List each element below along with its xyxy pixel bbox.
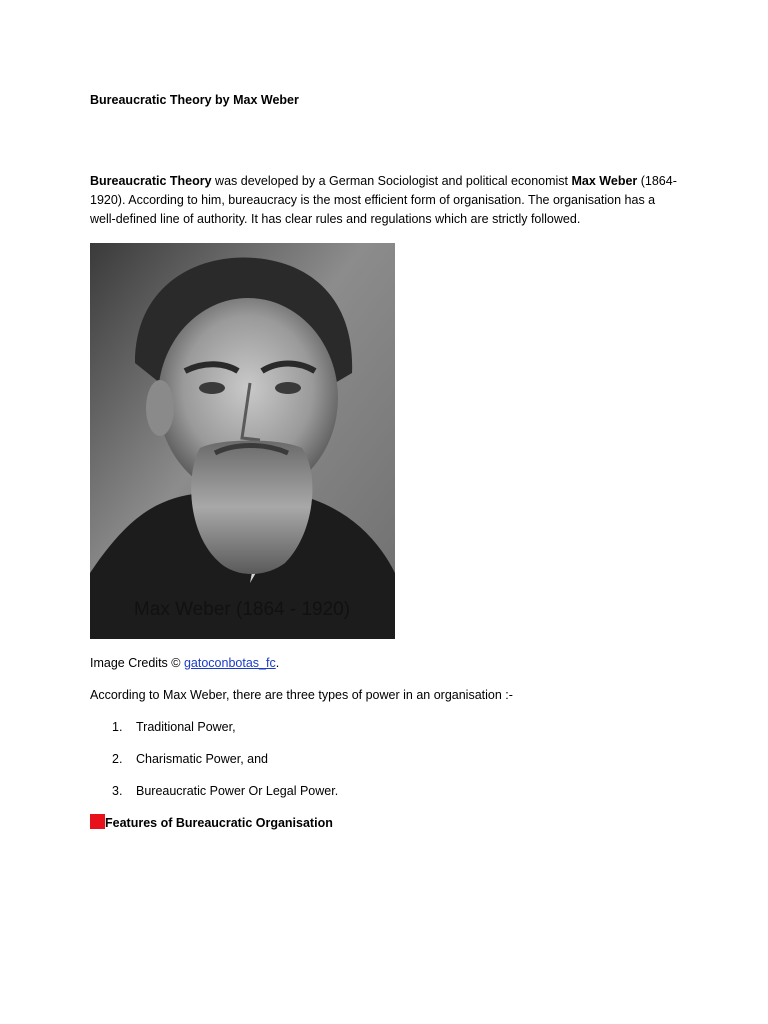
- list-item: [112, 718, 338, 750]
- features-heading: [90, 814, 333, 833]
- power-list: [112, 718, 338, 814]
- portrait-caption: Max Weber (1864 - 1920): [133, 599, 351, 620]
- list-item: [112, 750, 338, 782]
- list-item-number: 3.: [112, 784, 123, 798]
- list-item: [112, 782, 338, 814]
- intro-paragraph: [90, 172, 680, 229]
- credits-prefix: Image Credits ©: [90, 656, 184, 670]
- power-intro: According to Max Weber, there are three types of power in an organisation :-: [90, 688, 513, 702]
- features-heading-text: Features of Bureaucratic Organisation: [105, 816, 333, 830]
- credits-link[interactable]: gatoconbotas_fc: [183, 656, 276, 670]
- intro-term: Bureaucratic Theory: [90, 174, 212, 188]
- document-title: Bureaucratic Theory by Max Weber: [90, 93, 299, 107]
- list-item-number: 2.: [112, 752, 123, 766]
- credits-suffix: .: [275, 656, 280, 670]
- list-item-number: 1.: [112, 720, 123, 734]
- intro-text-1: was developed by a German Sociologist and political economist: [211, 174, 572, 188]
- portrait-image: [90, 243, 395, 639]
- intro-person: Max Weber: [571, 174, 638, 188]
- max-weber-portrait: [90, 243, 395, 639]
- intro-text-2: (1864-1920). According to him, bureaucracy is the most efficient form of organisation. The organisation has a well-defined line of authority. It has clear rules and regulations which are strictly followed.: [90, 174, 677, 226]
- red-marker-icon: [90, 814, 105, 829]
- list-item-text: Traditional Power,: [136, 720, 236, 734]
- image-credits: [90, 654, 279, 673]
- list-item-text: Charismatic Power, and: [136, 752, 269, 766]
- list-item-text: Bureaucratic Power Or Legal Power.: [136, 784, 339, 798]
